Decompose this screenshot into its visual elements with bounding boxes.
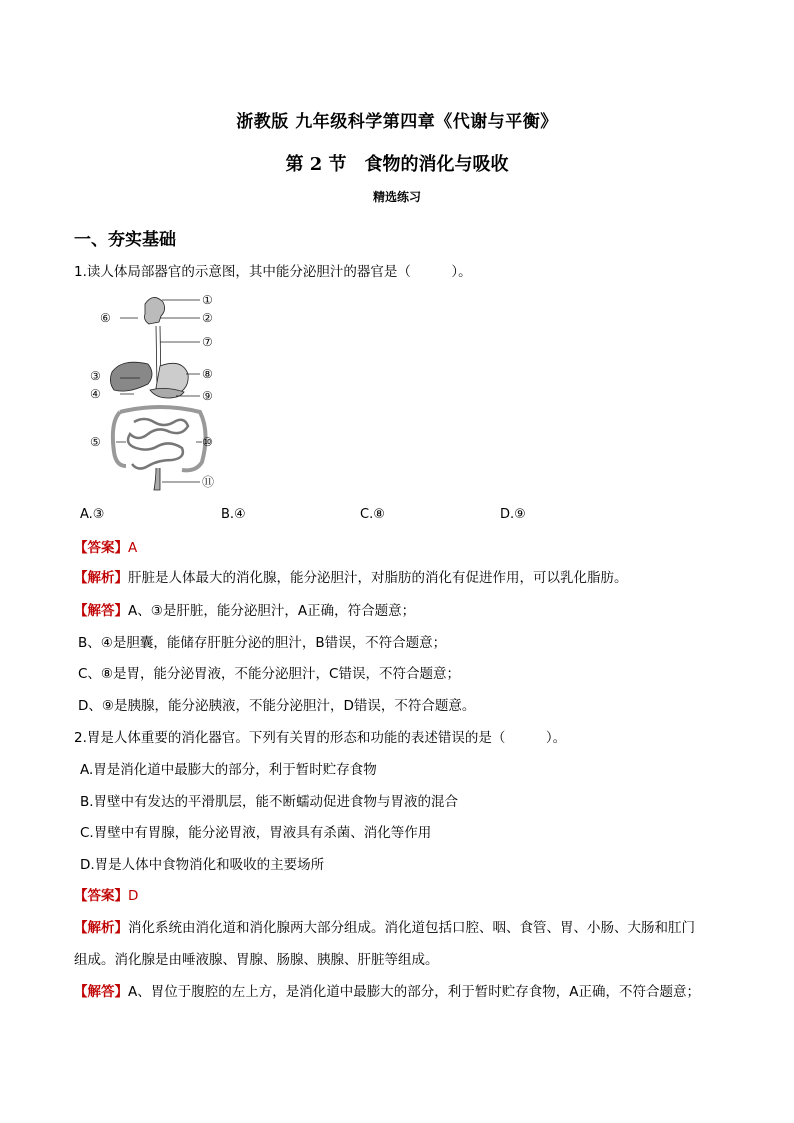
analysis-text: 消化系统由消化道和消化腺两大部分组成。消化道包括口腔、咽、食管、胃、小肠、大肠和肛门 — [128, 920, 695, 936]
svg-text:⑧: ⑧ — [202, 367, 213, 381]
q1-option-c: C.⑧ — [360, 507, 385, 522]
q1-solution-line-2: B、④是胆囊，能储存肝脏分泌的胆汁，B错误，不符合题意； — [78, 635, 447, 651]
q2-answer — [74, 886, 138, 906]
svg-text:②: ② — [202, 311, 213, 325]
svg-text:⑥: ⑥ — [100, 311, 111, 325]
analysis-tag: 【解析】 — [74, 570, 128, 586]
q1-option-b: B.④ — [221, 507, 246, 522]
question-2-stem: 2.胃是人体重要的消化器官。下列有关胃的形态和功能的表述错误的是（ ）。 — [74, 730, 567, 746]
q2-solution — [74, 982, 700, 1002]
q1-option-d: D.⑨ — [500, 507, 526, 522]
svg-text:③: ③ — [90, 369, 101, 383]
solution-text: A、胃位于腹腔的左上方，是消化道中最膨大的部分，利于暂时贮存食物，A正确，不符合题意； — [128, 984, 700, 1000]
digestive-system-figure — [90, 292, 230, 497]
q1-analysis — [74, 568, 628, 588]
q2-option-a: A.胃是消化道中最膨大的部分，利于暂时贮存食物 — [80, 762, 377, 778]
solution-tag: 【解答】 — [74, 984, 128, 1000]
q2-option-d: D.胃是人体中食物消化和吸收的主要场所 — [80, 857, 325, 873]
q1-answer — [74, 538, 137, 558]
q1-solution-line-4: D、⑨是胰腺，能分泌胰液，不能分泌胆汁，D错误，不符合题意。 — [78, 698, 476, 714]
q2-analysis-line-1 — [74, 918, 695, 938]
svg-text:④: ④ — [90, 387, 101, 401]
q1-solution-line-1 — [74, 601, 415, 621]
document-title: 浙教版 九年级科学第四章《代谢与平衡》 — [236, 112, 558, 132]
solution-text: A、③是肝脏，能分泌胆汁，A正确，符合题意； — [128, 603, 416, 619]
svg-text:⑦: ⑦ — [202, 335, 213, 349]
answer-tag: 【答案】 — [74, 540, 128, 556]
q1-solution-line-3: C、⑧是胃，能分泌胃液，不能分泌胆汁，C错误，不符合题意； — [78, 666, 460, 682]
answer-tag: 【答案】 — [74, 888, 128, 904]
section-subtitle: 第 2 节 食物的消化与吸收 — [285, 154, 509, 175]
answer-value: A — [128, 540, 138, 556]
q1-option-a: A.③ — [80, 507, 105, 522]
analysis-text: 肝脏是人体最大的消化腺，能分泌胆汁，对脂肪的消化有促进作用，可以乳化脂肪。 — [128, 570, 628, 586]
question-1-stem: 1.读人体局部器官的示意图，其中能分泌胆汁的器官是（ ）。 — [74, 264, 472, 280]
svg-text:①: ① — [202, 293, 213, 307]
svg-text:⑤: ⑤ — [90, 435, 101, 449]
q2-option-b: B.胃壁中有发达的平滑肌层，能不断蠕动促进食物与胃液的混合 — [80, 794, 459, 810]
practice-tag: 精选练习 — [372, 190, 421, 204]
q2-option-c: C.胃壁中有胃腺，能分泌胃液，胃液具有杀菌、消化等作用 — [80, 825, 432, 841]
svg-text:⑪: ⑪ — [202, 475, 215, 489]
svg-text:⑩: ⑩ — [202, 435, 213, 449]
answer-value: D — [128, 888, 139, 904]
analysis-tag: 【解析】 — [74, 920, 128, 936]
solution-tag: 【解答】 — [74, 603, 128, 619]
svg-text:⑨: ⑨ — [202, 389, 213, 403]
section-heading: 一、夯实基础 — [74, 230, 176, 250]
q2-analysis-line-2: 组成。消化腺是由唾液腺、胃腺、肠腺、胰腺、肝脏等组成。 — [74, 952, 439, 968]
